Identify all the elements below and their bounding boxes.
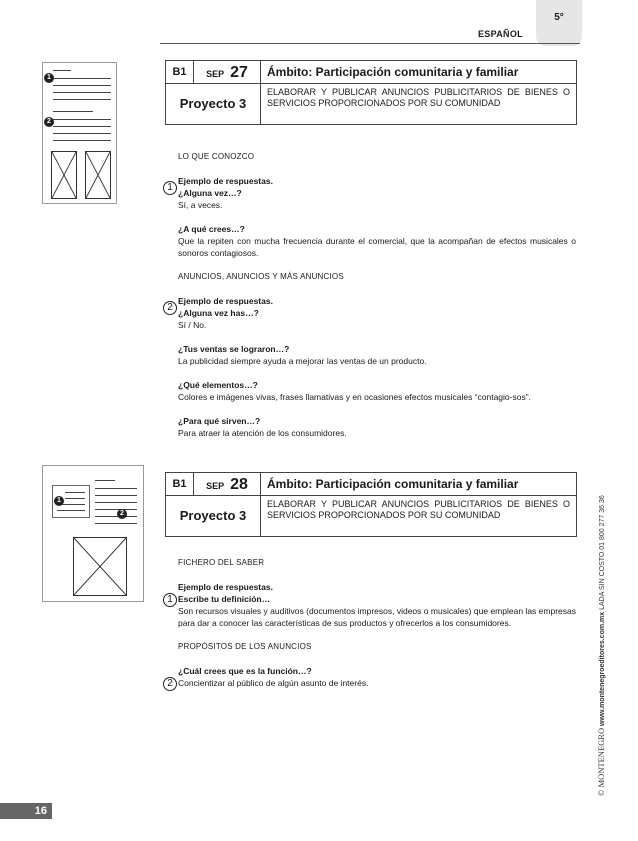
item-number-2: 2 [163, 677, 177, 691]
answer-text: Concientizar al público de algún asunto de interés. [178, 678, 369, 688]
section-28-body [178, 557, 576, 689]
question-text: ¿Tus ventas se lograron…? [178, 344, 290, 354]
project-description: ELABORAR Y PUBLICAR ANUNCIOS PUBLICITARIOS DE BIENES O SERVICIOS PROPORCIONADOS POR SU COMUNIDAD [267, 499, 570, 520]
sep-page-number: 28 [230, 476, 248, 493]
thumbnail-marker-1: 1 [44, 73, 54, 83]
answer-text: Sí / No. [178, 320, 207, 330]
examples-label: Ejemplo de respuestas. [178, 582, 273, 592]
thumbnail-marker-2: 2 [117, 509, 127, 519]
block-label: B1 [166, 61, 194, 84]
question-text: ¿Cuál crees que es la función…? [178, 666, 312, 676]
answer-text: Que la repiten con mucha frecuencia durante el comercial, que la acompañan de efectos musicales o sonoros contagiosos. [178, 236, 576, 258]
answer-text: Para atraer la atención de los consumidores. [178, 428, 347, 438]
page-number: 16 [0, 803, 52, 819]
project-header-28 [165, 472, 577, 537]
grade-label: 5° [554, 12, 564, 23]
sep-label: SEP [206, 481, 225, 491]
thumbnail-marker-2: 2 [44, 117, 54, 127]
question-text: ¿Alguna vez has…? [178, 308, 259, 318]
sep-page-number: 27 [230, 64, 248, 81]
question-text: ¿Qué elementos…? [178, 380, 258, 390]
answer-text: La publicidad siempre ayuda a mejorar las ventas de un producto. [178, 356, 427, 366]
section-heading: ANUNCIOS, ANUNCIOS Y MÁS ANUNCIOS [178, 272, 344, 281]
sep-page-box [194, 61, 261, 84]
sep-label: SEP [206, 69, 225, 79]
item-number-1: 1 [163, 181, 177, 195]
grade-tab [536, 0, 582, 46]
question-text: ¿Alguna vez…? [178, 188, 242, 198]
item-number-2: 2 [163, 301, 177, 315]
examples-label: Ejemplo de respuestas. [178, 296, 273, 306]
project-header-27 [165, 60, 577, 125]
question-text: ¿Para qué sirven…? [178, 416, 261, 426]
answer-text: Son recursos visuales y auditivos (documentos impresos, videos o musicales) que emplean las empresas para dar a conocer las características de sus productos y ofrecerlos a los consumidores. [178, 606, 576, 628]
question-text: Escribe tu definición… [178, 594, 271, 604]
publisher-website: www.montenegroeditores.com.mx [599, 611, 606, 726]
section-27-body [178, 151, 576, 439]
answer-text: Colores e imágenes vivas, frases llamativas y en ocasiones efectos musicales “contagio-sos”. [178, 392, 531, 402]
ambito-title: Ámbito: Participación comunitaria y familiar [261, 473, 576, 496]
project-label: Proyecto 3 [166, 496, 261, 536]
publisher-sidebar [596, 495, 606, 796]
project-label: Proyecto 3 [166, 84, 261, 124]
block-label: B1 [166, 473, 194, 496]
section-heading: PROPÓSITOS DE LOS ANUNCIOS [178, 642, 312, 651]
question-text: ¿A qué crees…? [178, 224, 245, 234]
answer-text: Sí, a veces. [178, 200, 223, 210]
section-heading: FICHERO DEL SABER [178, 558, 265, 567]
project-description: ELABORAR Y PUBLICAR ANUNCIOS PUBLICITARIOS DE BIENES O SERVICIOS PROPORCIONADOS POR SU COMUNIDAD [267, 87, 570, 108]
examples-label: Ejemplo de respuestas. [178, 176, 273, 186]
section-heading: LO QUE CONOZCO [178, 152, 255, 161]
sep-page-box [194, 473, 261, 496]
header-rule [160, 43, 580, 44]
ambito-title: Ámbito: Participación comunitaria y familiar [261, 61, 576, 84]
subject-label: ESPAÑOL [478, 29, 523, 39]
item-number-1: 1 [163, 593, 177, 607]
publisher-brand: © MONTENEGRO [596, 727, 606, 796]
thumbnail-marker-1: 1 [54, 496, 64, 506]
page-thumbnail-27 [42, 62, 117, 204]
publisher-phone: LADA SIN COSTO 01 800 277 36 36 [599, 495, 606, 610]
